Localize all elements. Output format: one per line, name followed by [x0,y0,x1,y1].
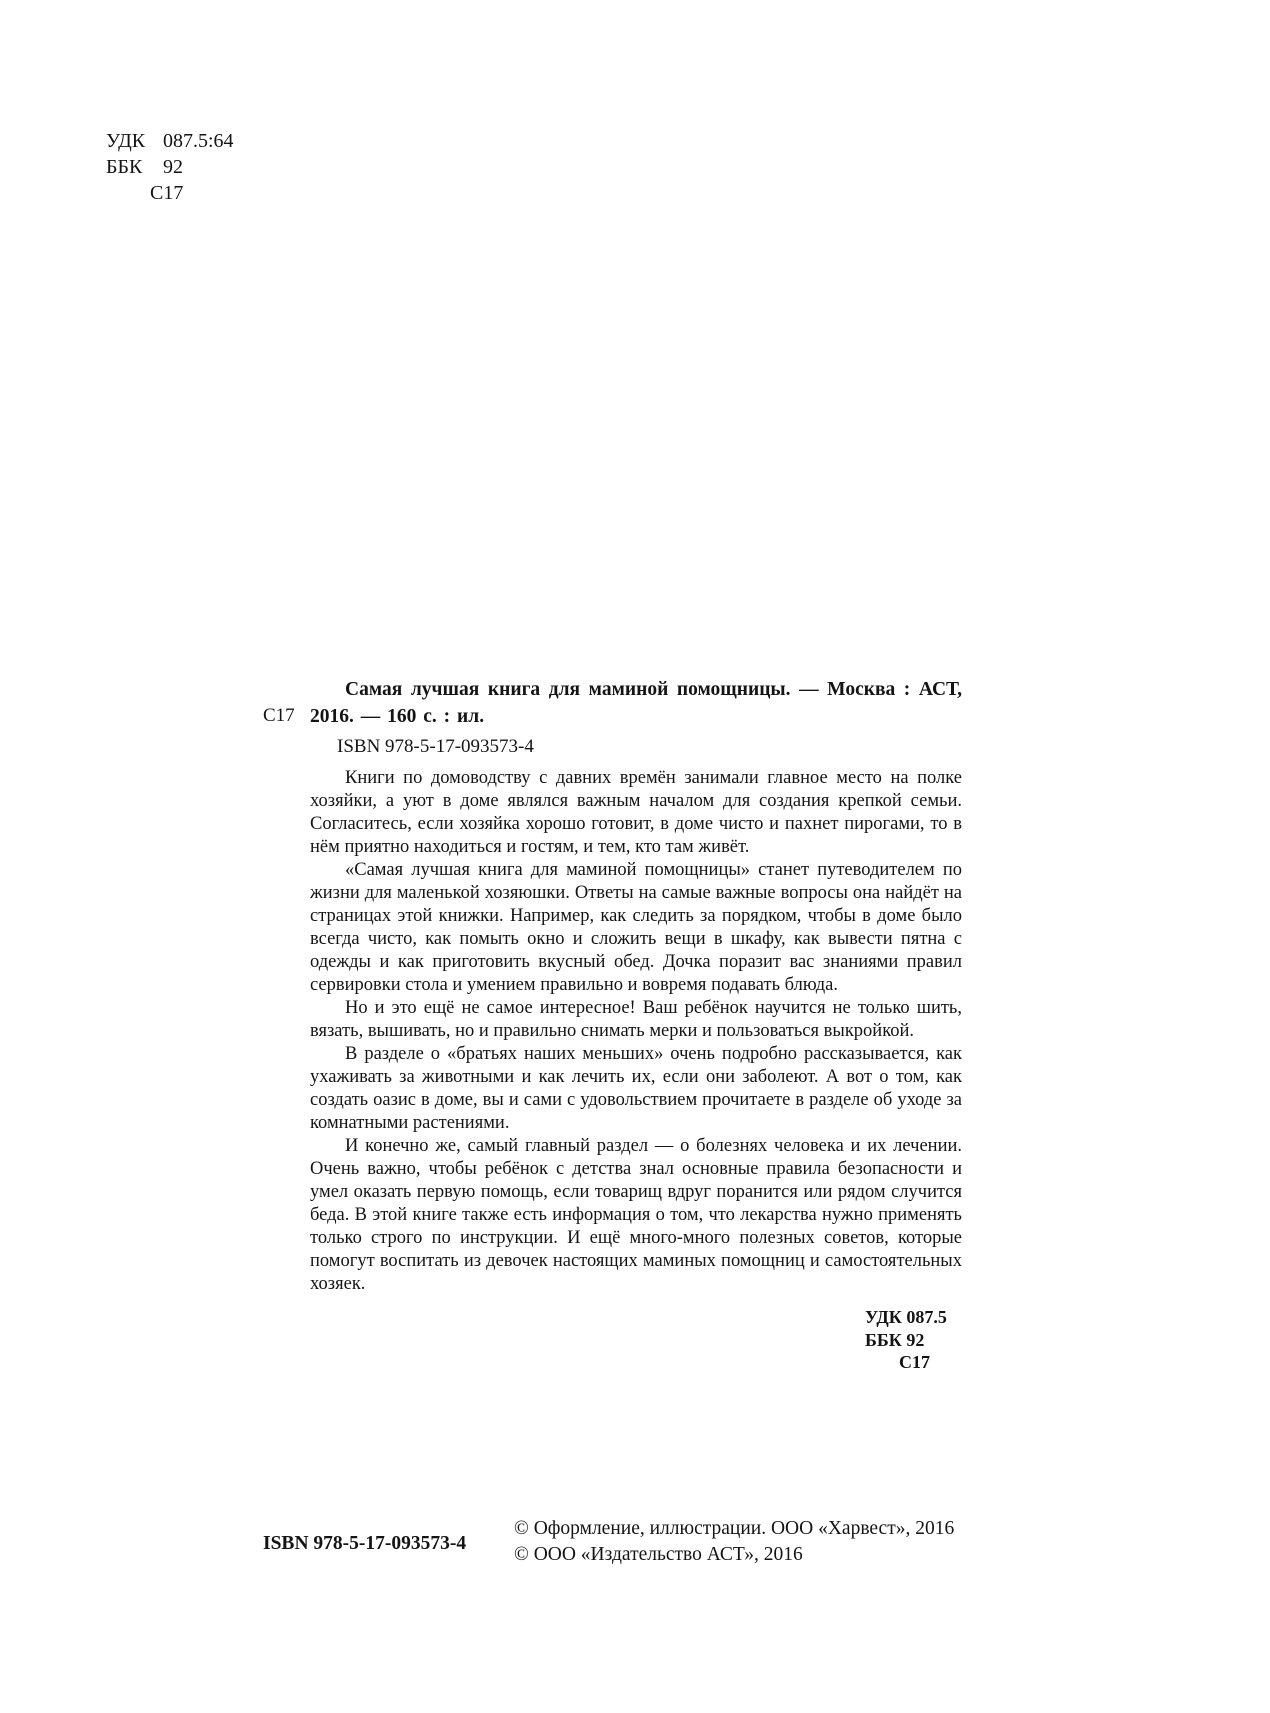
author-sign: С17 [150,182,184,204]
udk-value: 087.5:64 [163,130,234,152]
bottom-author-sign: С17 [899,1352,930,1372]
annotation-paragraph: В разделе о «братьях наших меньших» очень подробно рассказывается, как ухаживать за животными и как лечить их, если они заболеют. А вот о том, как создать оазис в доме, вы и сами с удовольствием прочитаете в разделе об уходе за комнатными растениями. [310,1044,962,1133]
isbn-line: ISBN 978-5-17-093573-4 [337,736,534,757]
udk-label: УДК [106,130,146,152]
annotation-paragraph: Но и это ещё не самое интересное! Ваш ребёнок научится не только шить, вязать, вышивать, но и правильно снимать мерки и пользоваться выкройкой. [310,998,962,1041]
copyright-block [514,1516,954,1568]
annotation-block [310,767,962,1296]
imprint-isbn: ISBN 978-5-17-093573-4 [263,1533,467,1554]
annotation-paragraph: Книги по домоводству с давних времён занимали главное место на полке хозяйки, а уют в доме являлся важным началом для создания крепкой семьи. Согласитесь, если хозяйка хорошо готовит, в доме чисто и пахнет пирогами, то в нём приятно находиться и гостям, и тем, кто там живёт. [310,768,962,857]
catalog-entry-block [310,676,962,1296]
catalog-margin-code: С17 [263,705,295,726]
bbk-code-line [106,154,234,180]
bbk-value: 92 [163,156,183,178]
bottom-bbk-code: ББК 92 [865,1329,925,1350]
udk-code-line [106,128,234,154]
bottom-udk-code: УДК 087.5 [865,1307,947,1327]
copyright-line: © Оформление, иллюстрации. ООО «Харвест», 2016 [514,1518,955,1539]
annotation-paragraph: И конечно же, самый главный раздел — о болезнях человека и их лечении. Очень важно, чтобы ребёнок с детства знал основные правила безопасности и умел оказать первую помощь, если товарищ вдруг поранится или рядом случится беда. В этой книге также есть информация о том, что лекарства нужно применять только строго по инструкции. И ещё много-много полезных советов, которые помогут воспитать из девочек настоящих маминых помощниц и самостоятельных хозяек. [310,1136,962,1294]
catalog-title: Самая лучшая книга для маминой помощницы. — Москва : АСТ, 2016. — 160 с. : ил. [310,679,962,727]
bbk-label: ББК [106,156,143,178]
author-sign-line [106,180,234,206]
bottom-catalog-codes [865,1306,947,1374]
top-catalog-codes [106,128,234,206]
annotation-paragraph: «Самая лучшая книга для маминой помощницы» станет путеводителем по жизни для маленькой хозяюшки. Ответы на самые важные вопросы она найдёт на страницах этой книжки. Например, как следить за порядком, чтобы в доме было всегда чисто, как помыть окно и сложить вещи в шкафу, как вывести пятна с одежды и как приготовить вкусный обед. Дочка поразит вас знаниями правил сервировки стола и умением правильно и вовремя подавать блюда. [310,860,962,995]
copyright-line: © ООО «Издательство АСТ», 2016 [514,1544,803,1565]
